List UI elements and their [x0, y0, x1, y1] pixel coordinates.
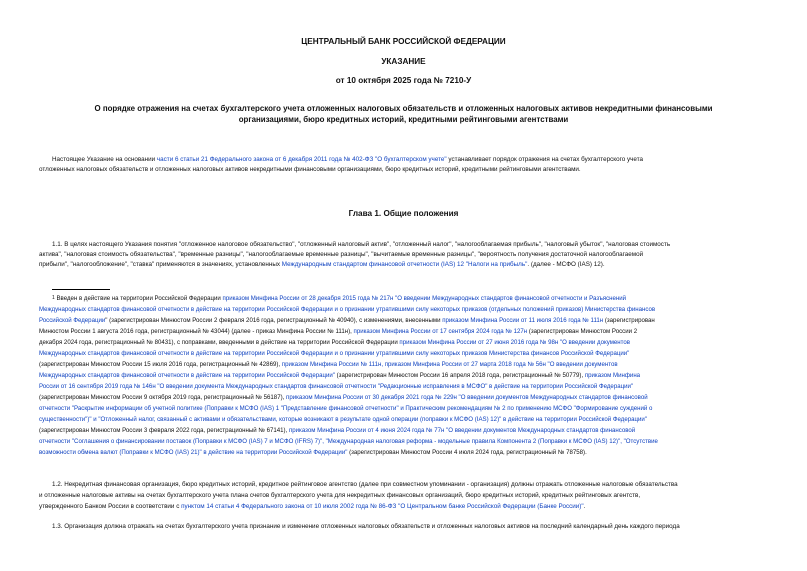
- footnote-separator: [52, 289, 110, 290]
- footnote-line-2: [39, 305, 655, 314]
- footnote-line-11: [39, 404, 652, 413]
- cbr-law-link[interactable]: пунктом 14 статьи 4 Федерального закона от 10 июля 2002 года № 86-ФЗ "О Центральном банке Российской Федерации (Банке России)": [181, 503, 584, 510]
- footnote-line-6: [39, 349, 629, 358]
- footnote-link-229n-end[interactable]: существенности")" и "Отложенный налог, связанный с активами и обязательствами, которые возникают в результате одной операции (поправки к МСФО (IAS) 12)" в действие на территории Российской Федерации": [39, 416, 647, 423]
- footnote-link-77n[interactable]: приказом Минфина России от 4 июня 2024 года № 77н "О введении документов Международных стандартов финансовой: [288, 427, 636, 434]
- footnote-line-9: [39, 382, 633, 391]
- chapter-heading: Глава 1. Общие положения: [348, 209, 459, 218]
- footnote-link-217n-cont[interactable]: Международных стандартов финансовой отчетности в действие на территории Российской Федерации и о признании утратившими силу некоторых приказов (отдельных положений приказов) Министерства финансов: [39, 306, 656, 313]
- footnote-link-146n-cont[interactable]: России от 16 сентября 2019 года № 146н "О введении документа Международных стандартов финансовой отчетности "Редакционные исправления в МСФО" в действие на территории Российской Федерации": [39, 383, 634, 390]
- p12-line-2: и отложенные налоговые активы на счетах бухгалтерского учета плана счетов бухгалтерского учета для некредитных финансовых организаций, бюро кредитных историй, кредитных рейтинговых агентств,: [39, 492, 641, 499]
- footnote-link-77n-cont[interactable]: отчетности "Соглашения о финансировании поставок (Поправки к МСФО (IAS) 7 и МСФО (IFRS) 7)", "Международная налоговая реформа - модельные правила Компонента 2 (Поправки к МСФО (IAS) 12)", "Отсутствие: [39, 438, 658, 445]
- footnote-line-13: (зарегистрирован Минюстом России 3 февраля 2022 года, регистрационный № 67141), приказом Минфина России от 4 июня 2024 года № 77н "О введении документов Международных стандартов финансовой: [39, 427, 636, 434]
- footnote-line-7: (зарегистрирован Минюстом России 15 июля 2016 года, регистрационный № 42869), приказом Минфина России № 111н, приказом Минфина России от 27 марта 2018 года № 56н "О введении документов: [39, 361, 618, 368]
- footnote-line-3: Российской Федерации" (зарегистрирован Минюстом России 2 февраля 2016 года, регистрационный № 40940), с изменениями, внесенными приказом Минфина России от 11 июля 2016 года № 111н (зарегистрирован: [39, 317, 655, 324]
- footnote-line-15: возможности обмена валют (Поправки к МСФО (IAS) 21)" в действие на территории Российской Федерации" (зарегистрирован Минюстом России 4 июля 2024 года, регистрационный № 78758).: [39, 449, 587, 456]
- document-date-number: от 10 октября 2025 года № 7210-У: [335, 76, 472, 85]
- footnote-line-4: Минюстом России 1 августа 2016 года, регистрационный № 43044) (далее - приказ Минфина России № 111н), приказом Минфина России от 17 сентября 2024 года № 127н (зарегистрирован Минюстом России 2: [39, 328, 638, 335]
- issuer-name: ЦЕНТРАЛЬНЫЙ БАНК РОССИЙСКОЙ ФЕДЕРАЦИИ: [301, 37, 506, 46]
- footnote-link-217n[interactable]: приказом Минфина России от 28 декабря 2015 года № 217н "О введении Международных стандартов финансовой отчетности и Разъяснений: [222, 295, 627, 302]
- footnote-link-127n[interactable]: приказом Минфина России от 17 сентября 2024 года № 127н: [353, 328, 528, 335]
- footnote-line-12: [39, 415, 647, 424]
- footnote-link-111n[interactable]: приказом Минфина России от 11 июля 2016 года № 111н: [442, 317, 604, 324]
- p11-line-1: 1.1. В целях настоящего Указания понятия "отложенное налоговое обязательство", "отложенный налоговый актив", "отложенный налог", "налогооблагаемая прибыль", "налоговый убыток", "налоговая стоимость: [52, 241, 671, 248]
- footnote-line-1: $^1$ Введен в действие на территории Российской Федерации приказом Минфина России от 28 декабря 2015 года № 217н "О введении Международных стандартов финансовой отчетности и Разъяснений: [52, 295, 627, 302]
- p12-line-1: 1.2. Некредитная финансовая организация, бюро кредитных историй, кредитное рейтинговое агентство (далее при совместном упоминании - организация) должны отражать отложенные налоговые обязательства: [52, 481, 678, 488]
- p12-line-3: утвержденного Банком России в соответствии с пунктом 14 статьи 4 Федерального закона от 10 июля 2002 года № 86-ФЗ "О Центральном банке Российской Федерации (Банке России)".: [39, 503, 586, 510]
- footnote-link-229n[interactable]: приказом Минфина России от 30 декабря 2021 года № 229н "О введении документов Международных стандартов финансовой: [286, 394, 648, 401]
- footnote-line-14: [39, 437, 658, 446]
- document-type: УКАЗАНИЕ: [381, 57, 426, 66]
- preamble-line-1: Настоящее Указание на основании части 6 статьи 21 Федерального закона от 6 декабря 2011 года № 402-ФЗ "О бухгалтерском учете" устанавливает порядок отражения на счетах бухгалтерского учета: [52, 156, 644, 163]
- footnote-link-98n[interactable]: приказом Минфина России от 27 июня 2016 года № 98н "О введении документов: [399, 339, 630, 346]
- footnote-mark: 1: [52, 295, 55, 301]
- document-title-line-1: О порядке отражения на счетах бухгалтерского учета отложенных налоговых обязательств и отложенных налоговых активов некредитными финансовыми: [94, 104, 713, 113]
- footnote-link-56n-cont[interactable]: Международных стандартов финансовой отчетности в действие на территории Российской Федерации": [39, 372, 335, 379]
- preamble-law-link[interactable]: части 6 статьи 21 Федерального закона от 6 декабря 2011 года № 402-ФЗ "О бухгалтерском учете": [156, 156, 447, 163]
- footnote-link-217n-end[interactable]: Российской Федерации: [39, 317, 106, 324]
- document-title-line-2: организациями, бюро кредитных историй, кредитными рейтинговыми агентствами: [238, 115, 569, 124]
- p11-line-3: прибыли", "налогообложение", "ставка" применяются в значениях, установленных Международным стандартом финансовой отчетности (IAS) 12 "Налоги на прибыль". (далее - МСФО (IAS) 12).: [39, 261, 605, 268]
- preamble-line-2: отложенных налоговых обязательств и отложенных налоговых активов некредитными финансовыми организациями, бюро кредитных историй, кредитными рейтинговыми агентствами.: [39, 166, 581, 173]
- footnote-line-8: Международных стандартов финансовой отчетности в действие на территории Российской Федерации" (зарегистрирован Минюстом России 16 апреля 2018 года, регистрационный № 50779), приказом Минфина: [39, 372, 641, 379]
- footnote-link-56n[interactable]: приказом Минфина России № 111н, приказом Минфина России от 27 марта 2018 года № 56н "О введении документов: [281, 361, 618, 368]
- p13-line-1: 1.3. Организация должна отражать на счетах бухгалтерского учета признание и изменение отложенных налоговых обязательств и отложенных налоговых активов на последний календарный день каждого периода: [52, 523, 680, 530]
- footnote-line-10: (зарегистрирован Минюстом России 9 октября 2019 года, регистрационный № 56187), приказом Минфина России от 30 декабря 2021 года № 229н "О введении документов Международных стандартов финансовой: [39, 394, 648, 401]
- footnote-link-98n-cont[interactable]: Международных стандартов финансовой отчетности в действие на территории Российской Федерации и о признании утратившими силу некоторых приказов Министерства финансов Российской Федерации": [39, 350, 630, 357]
- footnote-link-77n-end[interactable]: возможности обмена валют (Поправки к МСФО (IAS) 21)" в действие на территории Российской Федерации": [39, 449, 348, 456]
- ias12-link[interactable]: Международным стандартом финансовой отчетности (IAS) 12 "Налоги на прибыль": [281, 261, 528, 268]
- footnote-link-229n-cont[interactable]: отчетности "Раскрытие информации об учетной политике (Поправки к МСФО (IAS) 1 "Представление финансовой отчетности" и Практическим рекомендациям № 2 по применению МСФО "Формирование суждений о: [39, 405, 653, 412]
- footnote-line-5: декабря 2024 года, регистрационный № 80431), с поправками, введенными в действие на территории Российской Федерации приказом Минфина России от 27 июня 2016 года № 98н "О введении документов: [39, 339, 630, 346]
- p11-line-2: актива", "налоговая стоимость обязательства", "временные разницы", "налогооблагаемые временные разницы", "вычитаемые временные разницы", "вероятность получения достаточной налогооблагаемой: [39, 251, 644, 258]
- footnote-link-146n[interactable]: приказом Минфина: [584, 372, 641, 379]
